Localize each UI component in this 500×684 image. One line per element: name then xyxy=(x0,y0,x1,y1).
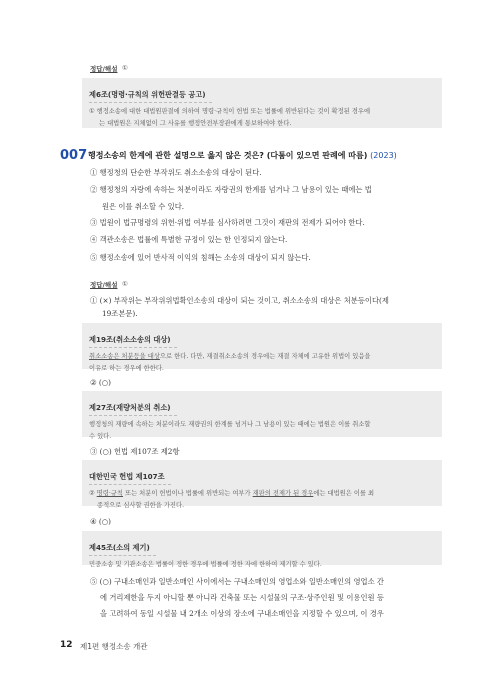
option-3: ③ 법원이 법규명령의 위헌·위법 여부를 심사하려면 그것이 재판의 전제가 되어야 한다. xyxy=(90,218,365,227)
explanation-3: ③ (○) 헌법 제107조 제2항 xyxy=(90,447,180,456)
question-year: (2023) xyxy=(370,151,397,160)
answer-label: 정답/해설 xyxy=(90,281,118,289)
law-quote-line: 수 있다. xyxy=(89,432,112,440)
law-quote-line: 민중소송 및 기관소송은 법률이 정한 경우에 법률에 정한 자에 한하여 제기할 수 있다. xyxy=(89,561,322,568)
explanation-5: ⑤ (○) 구내소매인과 일반소매인 사이에서는 구내소매인의 영업소와 일반소매인의 영업소 간 에 거리제한을 두지 아니할 뿐 아니라 건축물 또는 시설물의 구조·상주인원 및 이용인원 등 을 고려하여 동일 시설물 내 2개소 이상의 장소에 구내소매인을 지정할 수 있으며, 이 경우 xyxy=(90,577,384,618)
option-2: ② 행정청의 자랑에 속하는 처분이라도 자랑권의 한계를 넘거나 그 남용이 있는 때에는 법 원은 이를 취소할 수 있다. xyxy=(90,185,372,211)
law-quote-line: ① 행정소송에 대한 대법원판결에 의하여 명령·규칙이 헌법 또는 법률에 위반된다는 것이 확정된 경우에 xyxy=(89,108,371,115)
law-quote-line: 행정청의 재량에 속하는 처분이라도 재량권의 한계를 넘거나 그 남용이 있는 때에는 법원은 이를 취소할 xyxy=(89,421,371,428)
explanation-2: ② (○) xyxy=(90,378,111,387)
answer-value: ① xyxy=(122,280,128,288)
law-quote-line: 종적으로 심사할 권한을 가진다. xyxy=(97,501,185,509)
answer-value: ① xyxy=(122,64,128,72)
law-quote-title: 제6조(명령·규칙의 위헌판결등 공고) xyxy=(89,89,212,103)
law-quote-line: ② 명령·규칙 또는 처분이 헌법이나 법률에 위반되는 여부가 재판의 전제가 된 경우에는 대법원은 이를 최 xyxy=(89,490,375,497)
explanation-1: ① (×) 부작위는 부작위위법확인소송의 대상이 되는 것이고, 취소소송의 대상은 처분등이다(제 19조본문). xyxy=(90,296,389,318)
option-5: ⑤ 행정소송에 있어 반사적 이익의 침해는 소송의 대상이 되지 않는다. xyxy=(90,253,311,262)
law-quote-line: 취소소송은 처분등을 대상으로 한다. 다만, 재결취소소송의 경우에는 재결 자체에 고유한 위법이 있음을 xyxy=(89,353,371,360)
question-number: 007 xyxy=(60,148,88,163)
law-quote-box xyxy=(82,391,442,440)
law-quote-box xyxy=(82,78,442,128)
law-quote-line: 이유로 하는 경우에 한한다. xyxy=(89,364,164,372)
answer-label: 정답/해설 xyxy=(90,65,118,73)
option-1: ① 행정청의 단순한 부작위도 취소소송의 대상이 된다. xyxy=(90,168,262,177)
law-quote-line: 는 대법원은 지체없이 그 사유를 행정안전부장관에게 통보하여야 한다. xyxy=(99,119,292,127)
law-quote-box xyxy=(82,460,442,509)
law-quote-title: 제45조(소의 제기) xyxy=(89,542,156,556)
explanation-4: ④ (○) xyxy=(90,517,111,526)
law-quote-box xyxy=(82,323,442,372)
law-quote-title: 제19조(취소소송의 대상) xyxy=(89,334,177,348)
law-quote-title: 대한민국 헌법 제107조 xyxy=(89,471,171,485)
option-4: ④ 객관소송은 법률에 특별한 규정이 있는 한 인정되지 않는다. xyxy=(90,235,288,244)
law-quote-text xyxy=(89,106,435,129)
page-number: 12 xyxy=(60,640,73,650)
law-quote-box xyxy=(82,531,442,568)
question-text xyxy=(88,150,397,161)
question-stem: 행정소송의 한계에 관한 설명으로 옳지 않은 것은? (다툼이 있으면 판례에 따름) xyxy=(88,151,368,160)
law-quote-title: 제27조(재량처분의 취소) xyxy=(89,402,177,416)
chapter-title: 제1편 행정소송 개관 xyxy=(80,642,148,651)
